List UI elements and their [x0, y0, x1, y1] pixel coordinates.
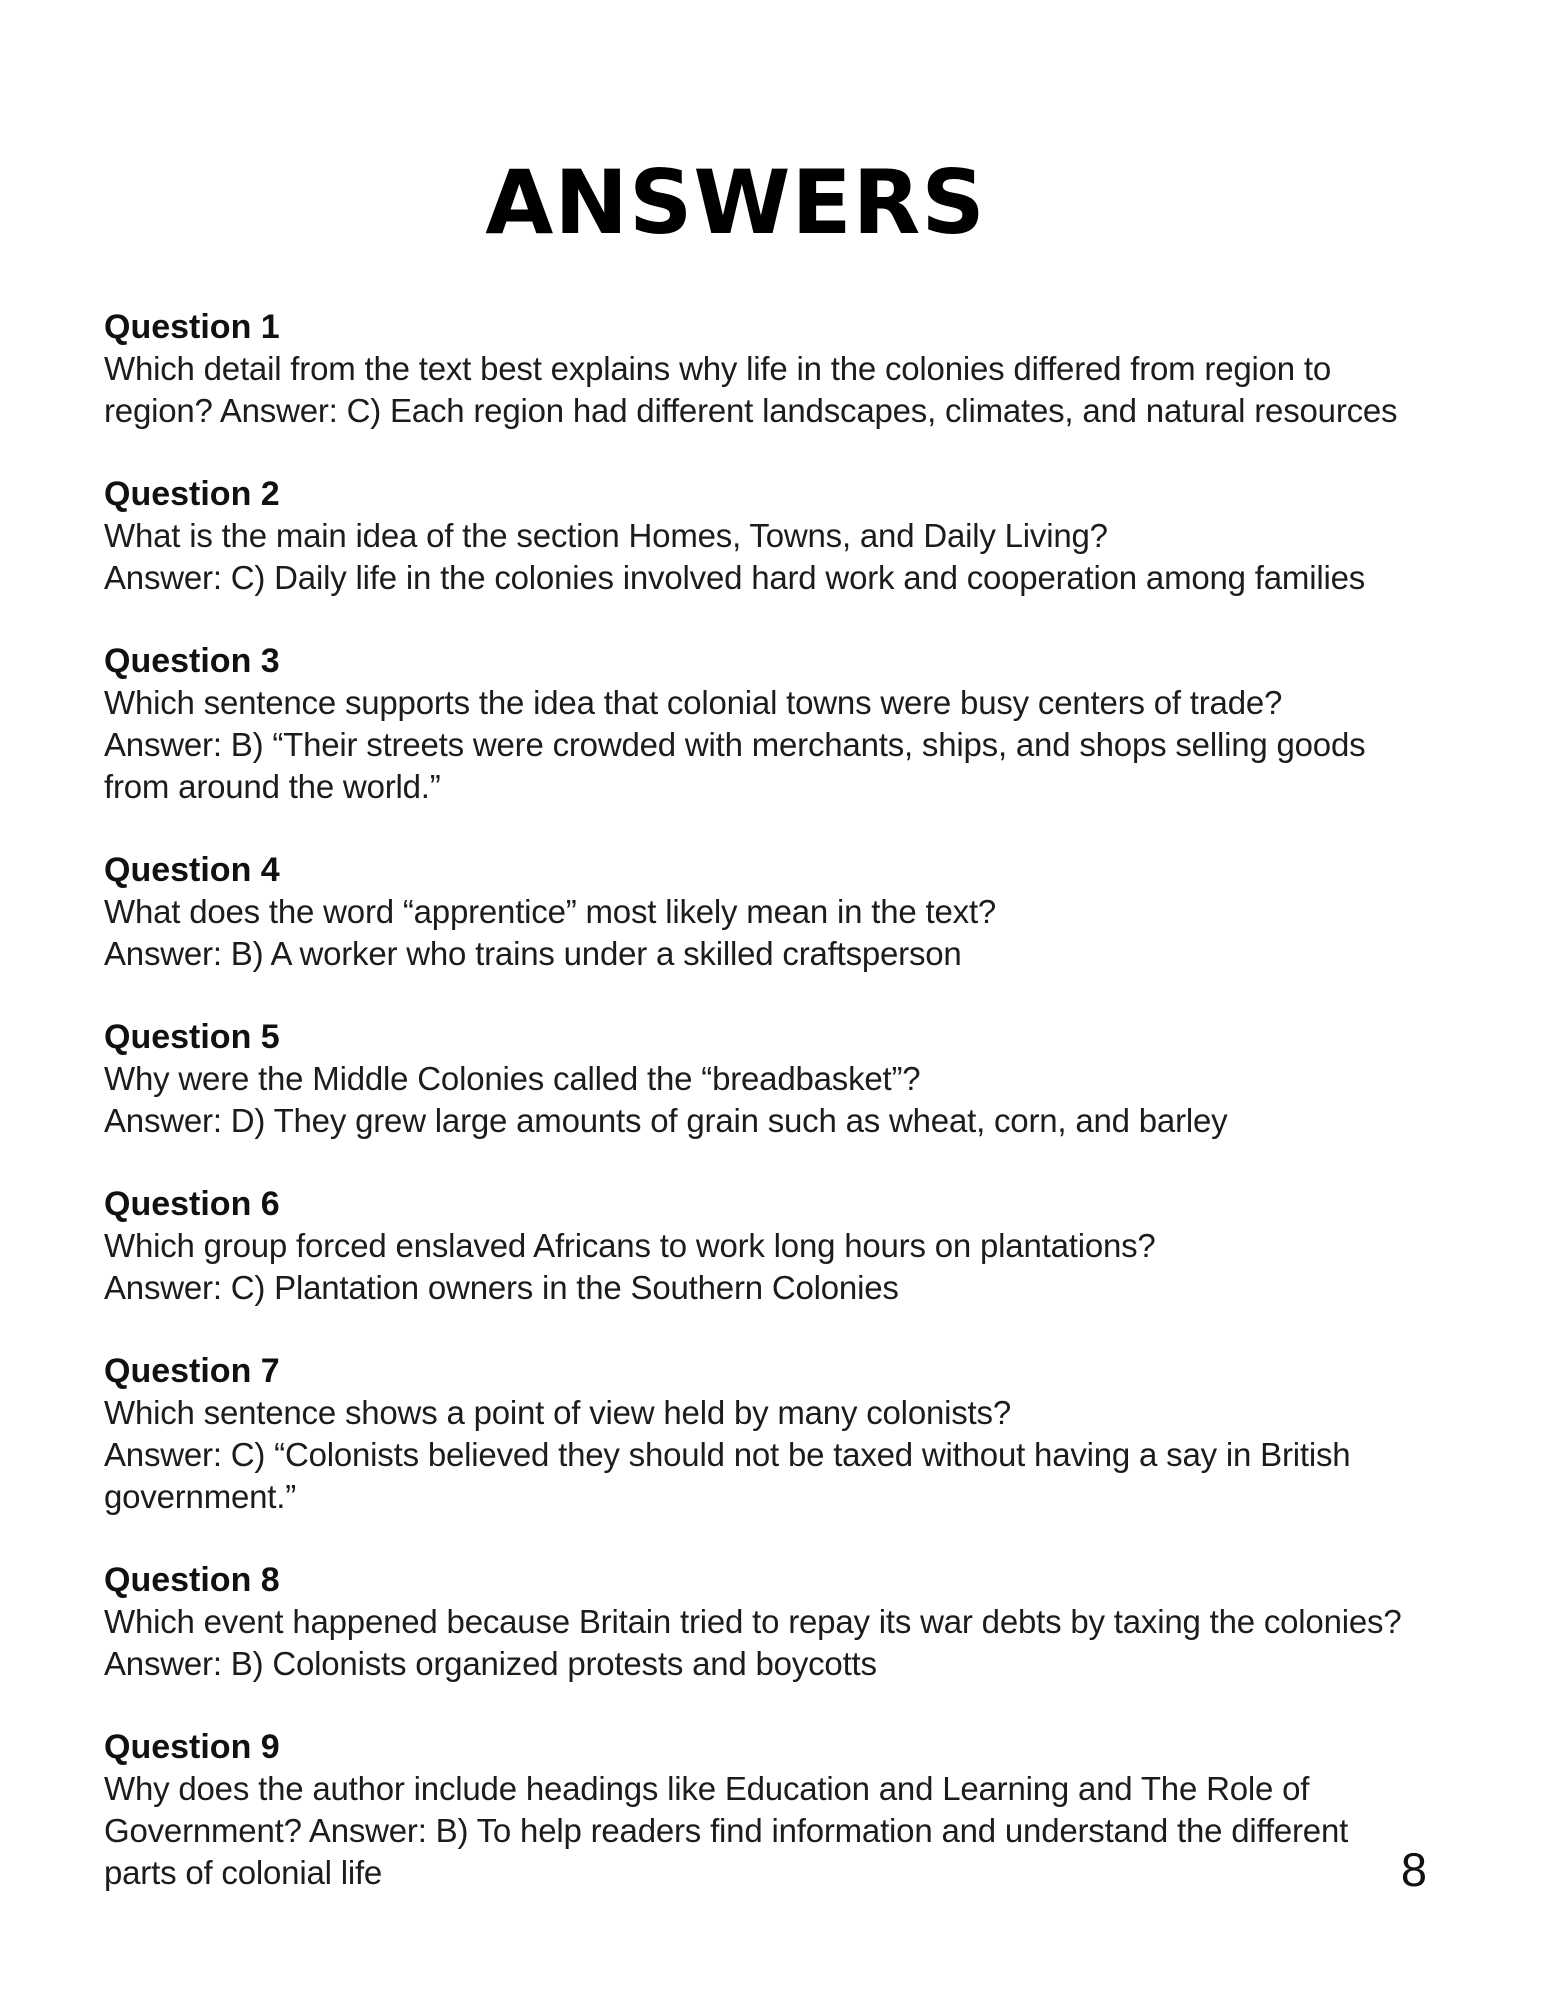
answer-text-line: Answer: C) Plantation owners in the Southern Colonies [104, 1268, 899, 1306]
question-heading: Question 3 [104, 641, 280, 680]
question-heading: Question 7 [104, 1351, 280, 1390]
question-heading: Question 5 [104, 1017, 280, 1056]
question-block-1 [104, 306, 1505, 432]
question-block-5 [104, 1016, 1505, 1142]
question-text-line: What does the word “apprentice” most likely mean in the text? [104, 892, 997, 930]
answer-text-line: Answer: C) Daily life in the colonies involved hard work and cooperation among families [104, 558, 1366, 596]
question-block-4 [104, 849, 1505, 975]
question-text-line: Which event happened because Britain tried to repay its war debts by taxing the colonies? [104, 1602, 1402, 1640]
answer-text-line: Answer: B) “Their streets were crowded with merchants, ships, and shops selling goods [104, 725, 1366, 763]
question-text-line: Which detail from the text best explains why life in the colonies differed from region to [104, 349, 1332, 387]
question-block-3 [104, 640, 1505, 808]
question-text-line: Why does the author include headings like Education and Learning and The Role of [104, 1769, 1310, 1807]
question-block-9 [104, 1726, 1505, 1894]
question-block-7 [104, 1350, 1505, 1518]
question-text-line: What is the main idea of the section Homes, Towns, and Daily Living? [104, 516, 1108, 554]
question-heading: Question 4 [104, 850, 280, 889]
answer-text-line: Government? Answer: B) To help readers find information and understand the different [104, 1811, 1349, 1849]
question-block-8 [104, 1559, 1505, 1685]
page-title: ANSWERS [485, 150, 986, 254]
answer-text-line: Answer: B) Colonists organized protests and boycotts [104, 1644, 877, 1682]
page-number: 8 [1400, 1843, 1427, 1896]
answer-text-line: region? Answer: C) Each region had different landscapes, climates, and natural resources [104, 391, 1398, 429]
question-text-line: Why were the Middle Colonies called the “breadbasket”? [104, 1059, 921, 1097]
question-text-line: Which group forced enslaved Africans to work long hours on plantations? [104, 1226, 1156, 1264]
question-heading: Question 2 [104, 474, 280, 513]
question-text-line: Which sentence supports the idea that colonial towns were busy centers of trade? [104, 683, 1283, 721]
question-text-line: Which sentence shows a point of view held by many colonists? [104, 1393, 1011, 1431]
question-heading: Question 1 [104, 307, 280, 346]
question-heading: Question 6 [104, 1184, 280, 1223]
answers-content [104, 306, 1505, 1894]
question-block-2 [104, 473, 1505, 599]
answer-text-line: from around the world.” [104, 767, 441, 805]
answer-text-line: government.” [104, 1477, 297, 1515]
question-block-6 [104, 1183, 1505, 1309]
question-heading: Question 8 [104, 1560, 280, 1599]
question-heading: Question 9 [104, 1727, 280, 1766]
answer-text-line: Answer: C) “Colonists believed they should not be taxed without having a say in British [104, 1435, 1351, 1473]
answer-text-line: parts of colonial life [104, 1853, 383, 1891]
answer-text-line: Answer: B) A worker who trains under a skilled craftsperson [104, 934, 962, 972]
answer-text-line: Answer: D) They grew large amounts of grain such as wheat, corn, and barley [104, 1101, 1228, 1139]
